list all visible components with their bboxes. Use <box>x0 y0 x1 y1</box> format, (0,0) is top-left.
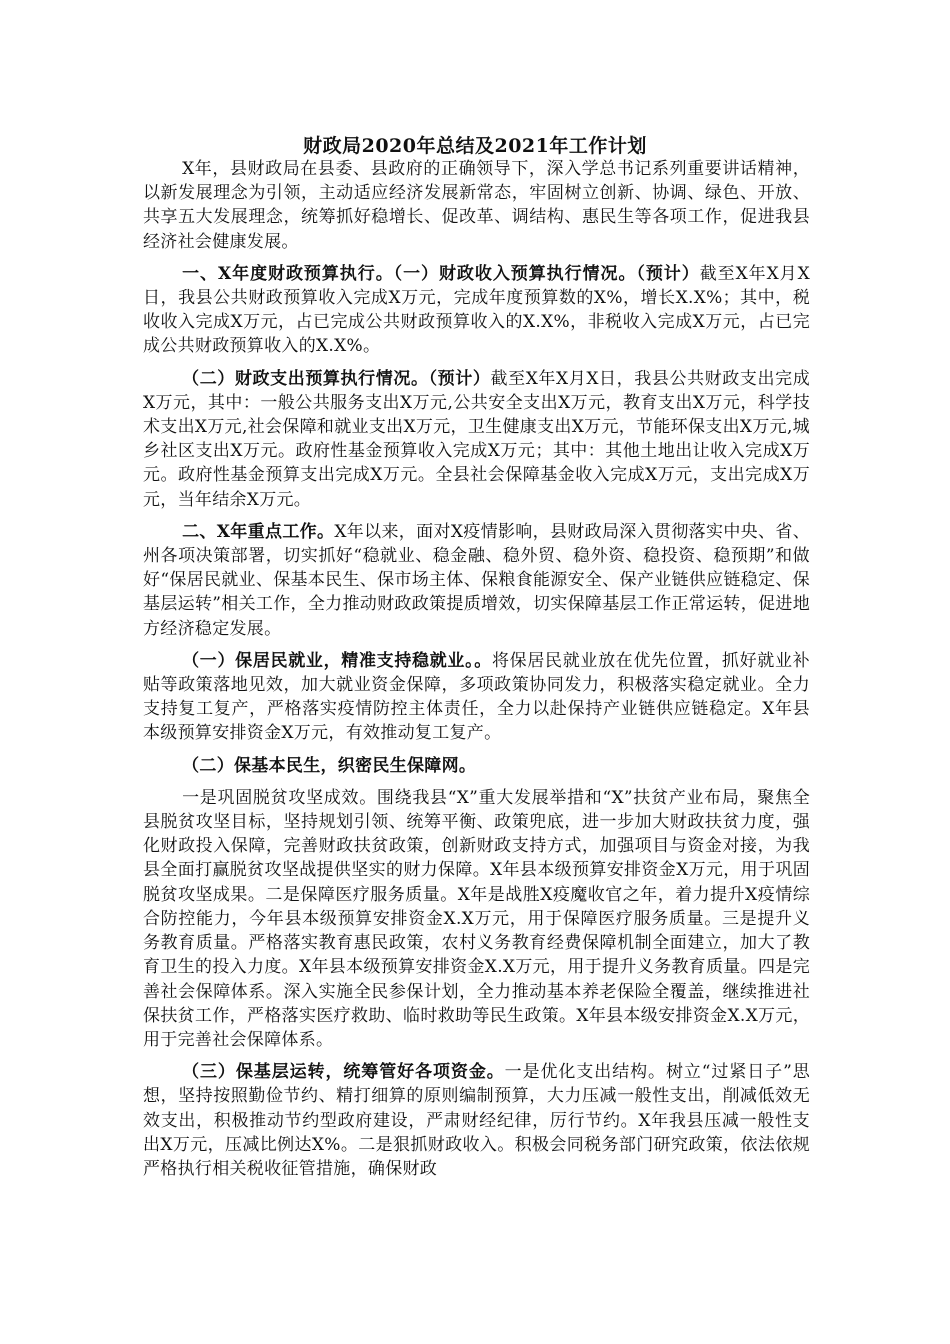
paragraph-grassroots <box>143 1060 810 1181</box>
paragraph-employment <box>143 649 810 746</box>
paragraph-livelihood-detail <box>143 786 810 1052</box>
section-heading: （三）保基层运转，统筹管好各项资金。 <box>182 1062 505 1083</box>
paragraph-key-work <box>143 520 810 641</box>
paragraph-text: 截至X年X月X日，我县公共财政预算收入完成X万元，完成年度预算数的X%，增长X.X%；其中，税收收入完成X万元，占已完成公共财政预算收入的X.X%，非税收入完成X万元，占已完成公共财政预算收入的X.X%。 <box>143 263 810 357</box>
paragraph-budget-revenue <box>143 262 810 359</box>
paragraph-livelihood-heading <box>143 754 810 778</box>
section-heading: （二）保基本民生，织密民生保障网。 <box>182 755 477 776</box>
paragraph-budget-expenditure <box>143 367 810 512</box>
section-heading: 二、X年重点工作。 <box>182 521 335 542</box>
section-heading: （二）财政支出预算执行情况。（预计） <box>182 368 491 389</box>
paragraph-text: X年以来，面对X疫情影响，县财政局深入贯彻落实中央、省、州各项决策部署，切实抓好“稳就业、稳金融、稳外贸、稳外资、稳投资、稳预期”和做好“保居民就业、保基本民生、保市场主体、保粮食能源安全、保产业链供应链稳定、保基层运转”相关工作，全力推动财政政策提质增效，切实保障基层工作正常运转，促进地方经济稳定发展。 <box>143 521 811 639</box>
paragraph-text: X年，县财政局在县委、县政府的正确领导下，深入学总书记系列重要讲话精神，以新发展理念为引领，主动适应经济发展新常态，牢固树立创新、协调、绿色、开放、共享五大发展理念，统筹抓好稳增长、促改革、调结构、惠民生等各项工作，促进我县经济社会健康发展。 <box>143 159 810 252</box>
paragraph-text: 截至X年X月X日，我县公共财政支出完成X万元，其中：一般公共服务支出X万元,公共安全支出X万元，教育支出X万元，科学技术支出X万元,社会保障和就业支出X万元，卫生健康支出X万元，节能环保支出X万元,城乡社区支出X万元。政府性基金预算收入完成X万元；其中：其他土地出让收入完成X万元。政府性基金预算支出完成X万元。全县社会保障基金收入完成X万元，支出完成X万元，当年结余X万元。 <box>143 368 810 510</box>
document-title: 财政局2020年总结及2021年工作计划 <box>303 135 647 157</box>
paragraph-text: 将保居民就业放在优先位置，抓好就业补贴等政策落地见效，加大就业资金保障，多项政策协同发力，积极落实稳定就业。全力支持复工复产，严格落实疫情防控主体责任，全力以赴保持产业链供应链稳定。X年县本级预算安排资金X万元，有效推动复工复产。 <box>143 650 810 744</box>
section-heading: 一、X年度财政预算执行。（一）财政收入预算执行情况。（预计） <box>182 263 700 284</box>
paragraph-text: 一是优化支出结构。树立“过紧日子”思想，坚持按照勤俭节约、精打细算的原则编制预算，大力压减一般性支出，削减低效无效支出，积极推动节约型政府建设，严肃财经纪律，厉行节约。X年我县压减一般性支出X万元，压减比例达X%。二是狠抓财政收入。积极会同税务部门研究政策，依法依规严格执行相关税收征管措施，确保财政 <box>143 1062 811 1179</box>
paragraph-intro <box>143 157 810 254</box>
section-heading: （一）保居民就业，精准支持稳就业。。 <box>182 650 492 671</box>
document-body <box>143 157 810 1181</box>
paragraph-text: 一是巩固脱贫攻坚成效。围绕我县“X”重大发展举措和“X”扶贫产业布局，聚焦全县脱贫攻坚目标，坚持规划引领、统筹平衡、政策兜底，进一步加大财政扶贫力度，强化财政投入保障，完善财政扶贫政策，创新财政支持方式，加强项目与资金对接，为我县全面打赢脱贫攻坚战提供坚实的财力保障。X年县本级预算安排资金X万元，用于巩固脱贫攻坚成果。二是保障医疗服务质量。X年是战胜X疫魔收官之年，着力提升X疫情综合防控能力，今年县本级预算安排资金X.X万元，用于保障医疗服务质量。三是提升义务教育质量。严格落实教育惠民政策，农村义务教育经费保障机制全面建立，加大了教育卫生的投入力度。X年县本级预算安排资金X.X万元，用于提升义务教育质量。四是完善社会保障体系。深入实施全民参保计划，全力推动基本养老保险全覆盖，继续推进社保扶贫工作，严格落实医疗救助、临时救助等民生政策。X年县本级安排资金X.X万元，用于完善社会保障体系。 <box>143 787 810 1050</box>
